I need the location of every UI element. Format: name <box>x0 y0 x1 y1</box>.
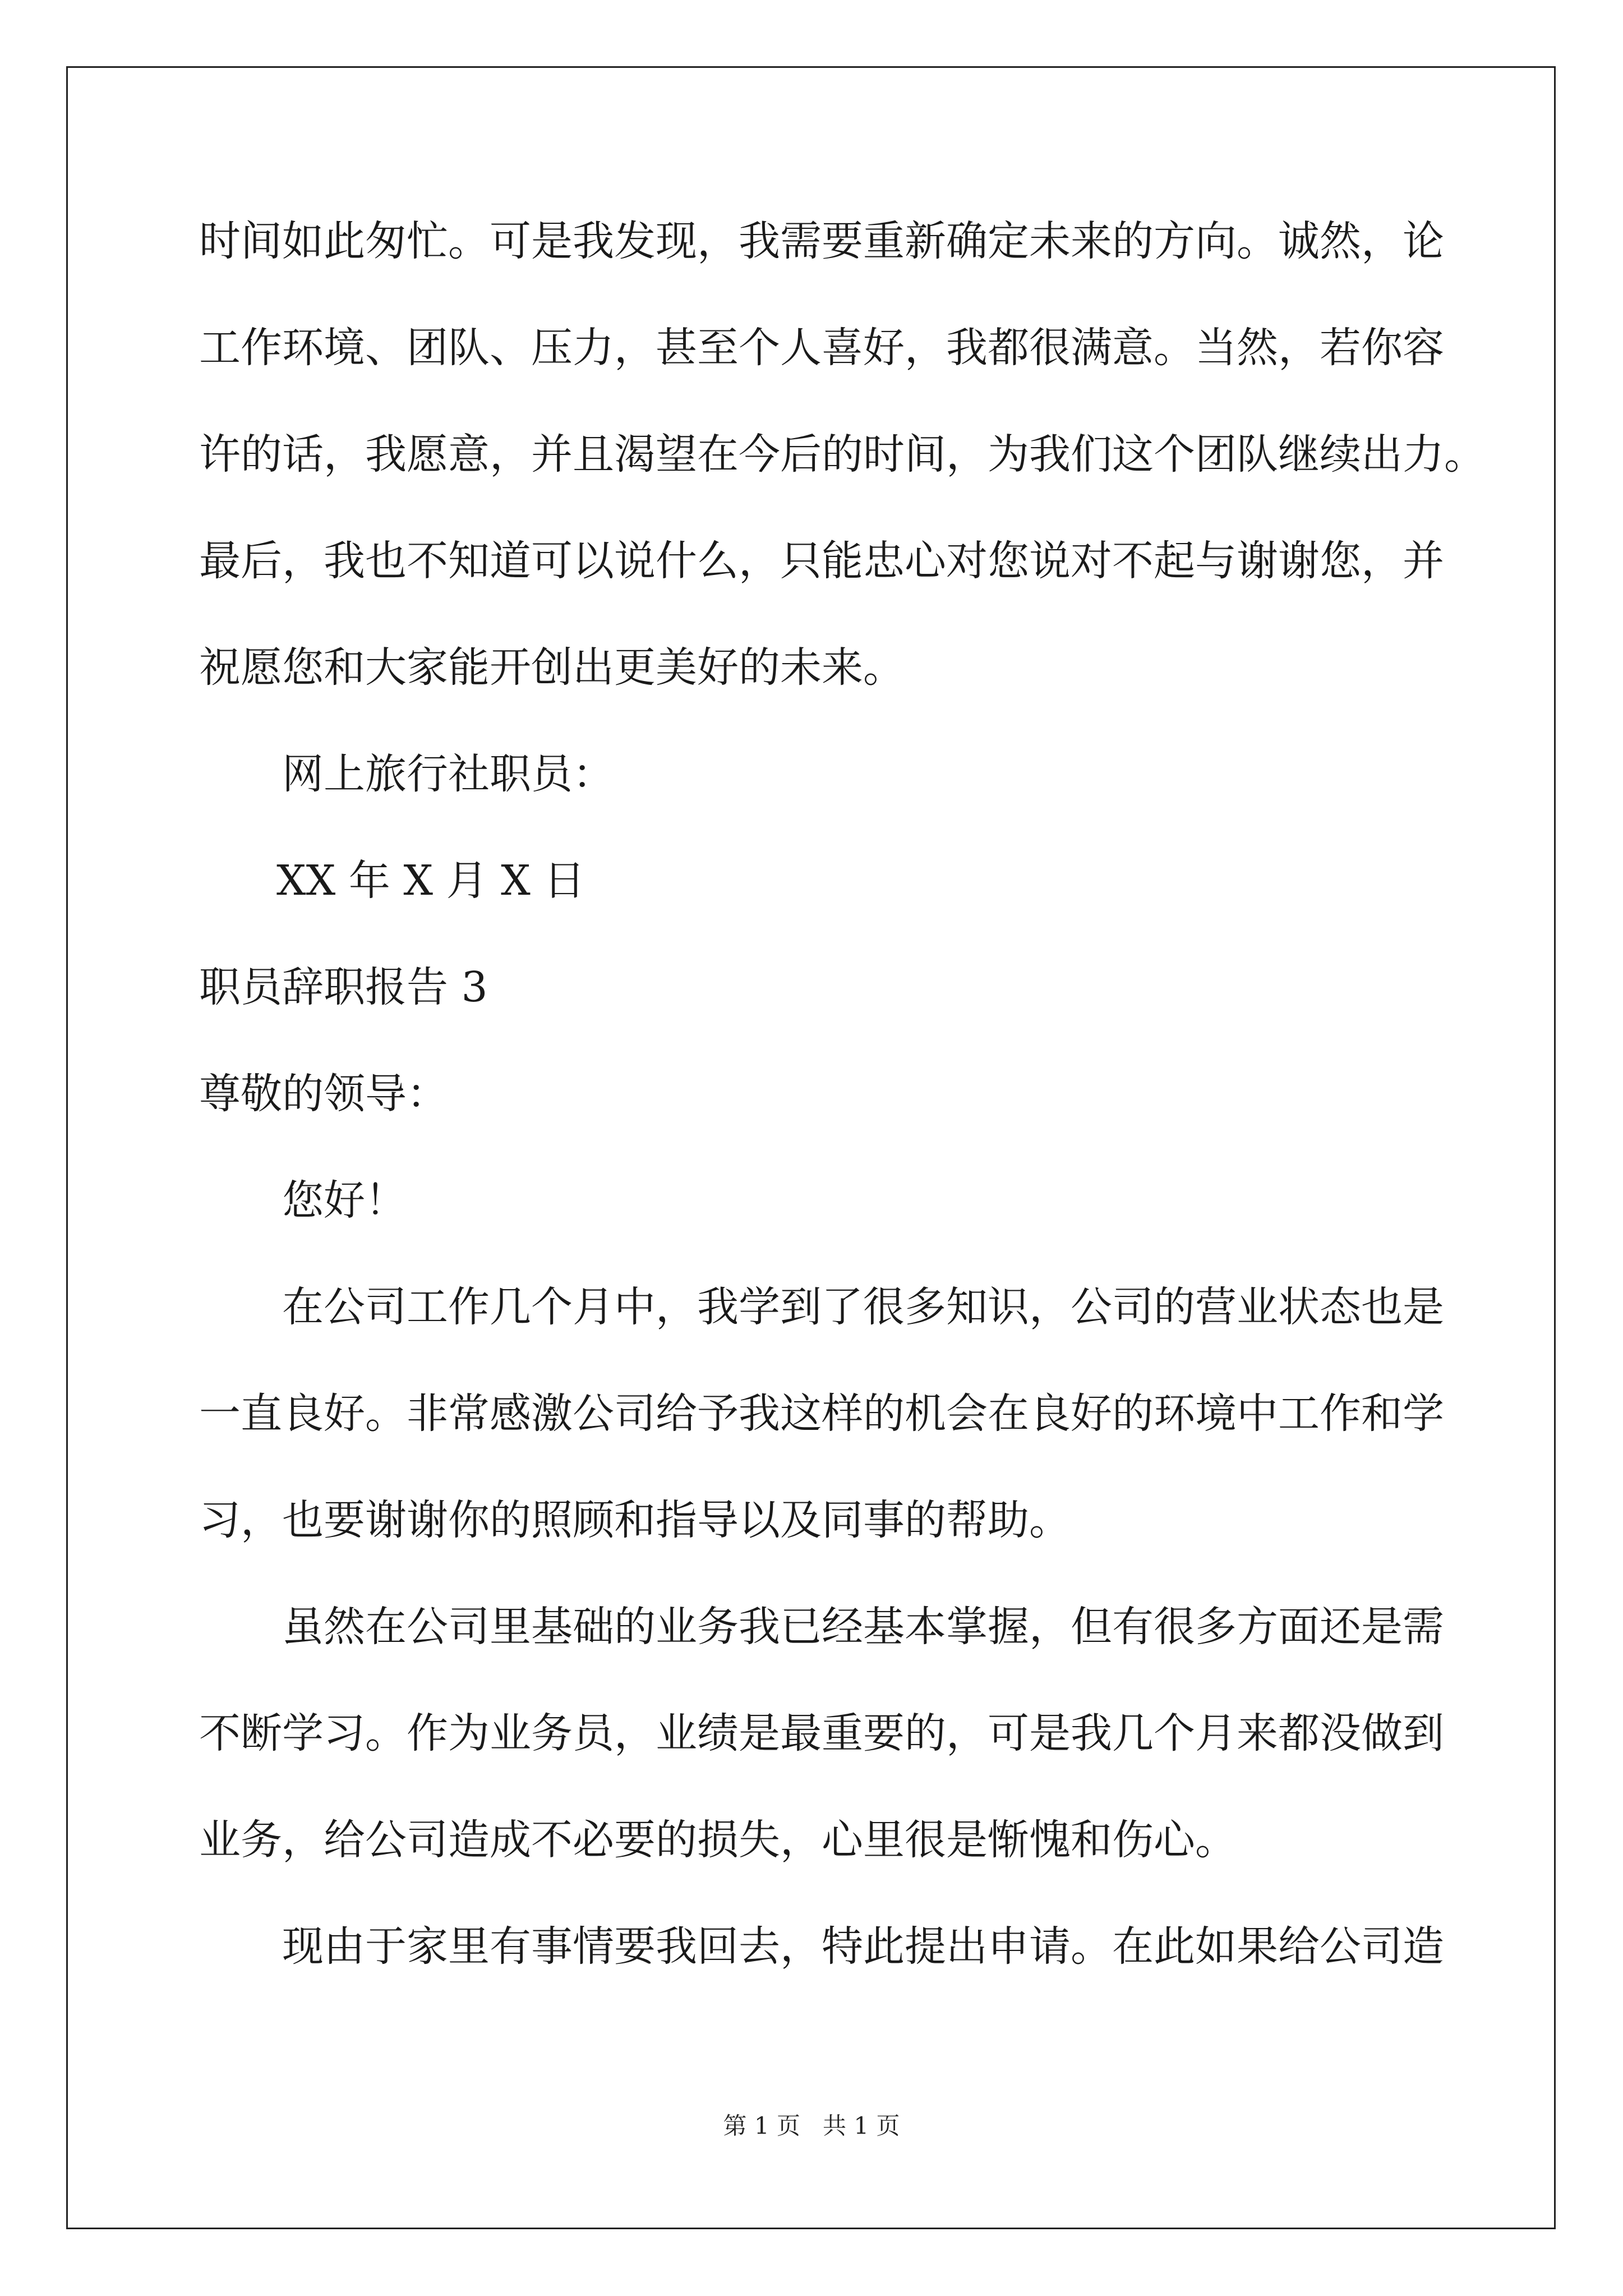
text-line: 一直良好。非常感激公司给予我这样的机会在良好的环境中工作和学 <box>199 1389 1444 1438</box>
greeting: 您好！ <box>282 1176 407 1225</box>
text-line: 祝愿您和大家能开创出更美好的未来。 <box>199 643 905 692</box>
text-line: 许的话，我愿意，并且渴望在今后的时间，为我们这个团队继续出力。 <box>199 430 1486 478</box>
text-line: 工作环境、团队、压力，甚至个人喜好，我都很满意。当然，若你容 <box>199 324 1444 372</box>
text-line: 时间如此匆忙。可是我发现，我需要重新确定未来的方向。诚然，论 <box>199 217 1444 265</box>
text-line: 虽然在公司里基础的业务我已经基本掌握，但有很多方面还是需 <box>282 1603 1444 1651</box>
date-line: XX 年 X 月 X 日 <box>276 857 585 905</box>
section-title: 职员辞职报告 3 <box>199 963 488 1011</box>
text-line: 不断学习。作为业务员，业绩是最重要的，可是我几个月来都没做到 <box>199 1709 1444 1757</box>
salutation: 尊敬的领导： <box>199 1070 448 1118</box>
text-line: 业务，给公司造成不必要的损失，心里很是惭愧和伤心。 <box>199 1816 1237 1864</box>
text-line: 习，也要谢谢你的照顾和指导以及同事的帮助。 <box>199 1496 1071 1544</box>
page-number-footer: 第 1 页 共 1 页 <box>723 2112 900 2139</box>
page-border <box>66 66 1556 2229</box>
text-line: 最后，我也不知道可以说什么，只能忠心对您说对不起与谢谢您，并 <box>199 537 1444 585</box>
text-line: 现由于家里有事情要我回去，特此提出申请。在此如果给公司造 <box>282 1922 1444 1971</box>
signature-line: 网上旅行社职员： <box>282 750 614 798</box>
text-line: 在公司工作几个月中，我学到了很多知识，公司的营业状态也是 <box>282 1283 1444 1331</box>
